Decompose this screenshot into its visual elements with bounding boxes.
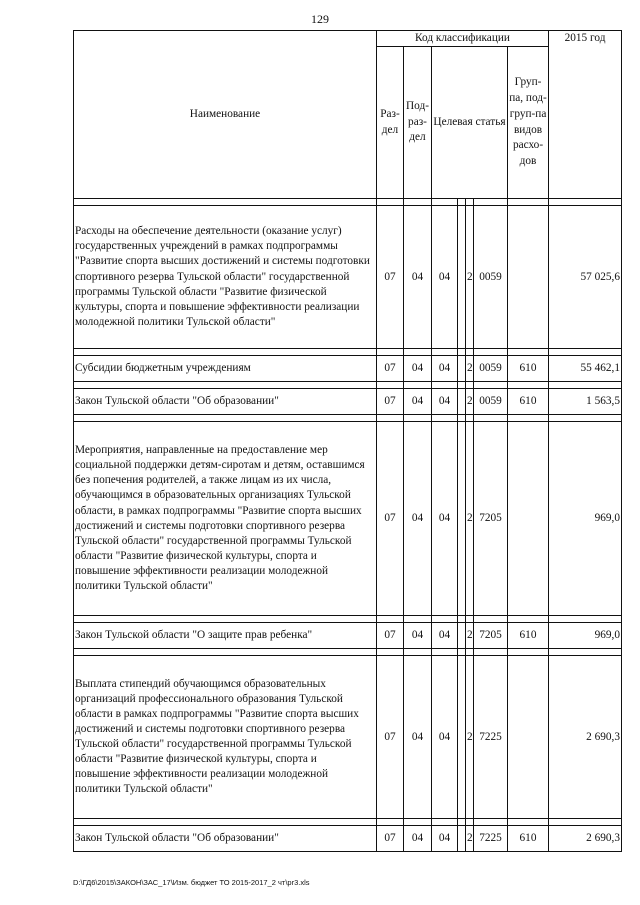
table-row [74, 623, 622, 649]
gap-cell [466, 649, 474, 656]
gap-cell [466, 199, 474, 206]
row-target-part1: 04 [432, 389, 458, 415]
gap-cell [432, 616, 458, 623]
gap-cell [508, 349, 549, 356]
gap-cell [458, 349, 466, 356]
gap-cell [377, 349, 404, 356]
gap-cell [474, 819, 508, 826]
row-amount: 57 025,6 [549, 206, 622, 349]
row-group: 610 [508, 356, 549, 382]
budget-table [73, 30, 622, 852]
row-group [508, 656, 549, 819]
row-group: 610 [508, 623, 549, 649]
gap-cell [474, 649, 508, 656]
gap-cell [74, 349, 377, 356]
table-row [74, 356, 622, 382]
gap-cell [549, 199, 622, 206]
header-target: Целевая статья [432, 47, 508, 199]
row-target-part1: 04 [432, 826, 458, 852]
gap-cell [549, 819, 622, 826]
row-amount: 969,0 [549, 623, 622, 649]
table-body [74, 199, 622, 852]
row-name: Мероприятия, направленные на предоставление мер социальной поддержки детям-сиротам и детям, оставшимся без попечения родителей, а также лицам из их числа, обучающимся в образовательных организациях Тульской области, в рамках подпрограммы "Развитие спорта высших достижений и системы подготовки спортивного резерва Тульской области" государственной программы Тульской области "Развитие физической культуры, спорта и повышение эффективности реализации молодежной политики Тульской области" [74, 422, 377, 616]
row-section: 07 [377, 656, 404, 819]
row-section: 07 [377, 356, 404, 382]
row-name: Закон Тульской области "О защите прав ребенка" [74, 623, 377, 649]
row-target-part3: 2 [466, 623, 474, 649]
row-target-part2 [458, 206, 466, 349]
row-target-part1: 04 [432, 623, 458, 649]
gap-cell [74, 649, 377, 656]
row-target-part2 [458, 389, 466, 415]
header-classification: Код классификации [377, 31, 549, 47]
row-amount: 55 462,1 [549, 356, 622, 382]
row-name: Выплата стипендий обучающимся образовательных организаций профессионального образования Тульской области в рамках подпрограммы "Развитие спорта высших достижений и системы подготовки спортивного резерва Тульской области" государственной программы Тульской области "Развитие физической культуры, спорта и повышение эффективности реализации молодежной политики Тульской области" [74, 656, 377, 819]
gap-cell [474, 415, 508, 422]
row-target-part4: 0059 [474, 389, 508, 415]
gap-cell [404, 415, 432, 422]
gap-cell [377, 415, 404, 422]
gap-cell [474, 616, 508, 623]
table-row [74, 206, 622, 349]
gap-cell [432, 199, 458, 206]
row-target-part2 [458, 623, 466, 649]
table-row [74, 422, 622, 616]
gap-cell [549, 349, 622, 356]
row-amount: 2 690,3 [549, 656, 622, 819]
gap-cell [549, 415, 622, 422]
gap-cell [508, 199, 549, 206]
header-group: Груп-па, под-груп-па видов расхо-дов [508, 47, 549, 199]
gap-cell [377, 616, 404, 623]
row-target-part1: 04 [432, 422, 458, 616]
row-section: 07 [377, 206, 404, 349]
gap-cell [432, 415, 458, 422]
row-name: Закон Тульской области "Об образовании" [74, 826, 377, 852]
row-section: 07 [377, 623, 404, 649]
row-subsection: 04 [404, 656, 432, 819]
row-group: 610 [508, 826, 549, 852]
table-row [74, 389, 622, 415]
row-gap [74, 349, 622, 356]
row-gap [74, 819, 622, 826]
gap-cell [377, 382, 404, 389]
gap-cell [458, 415, 466, 422]
gap-cell [377, 199, 404, 206]
row-amount: 2 690,3 [549, 826, 622, 852]
gap-cell [404, 199, 432, 206]
row-subsection: 04 [404, 389, 432, 415]
row-subsection: 04 [404, 623, 432, 649]
row-target-part3: 2 [466, 389, 474, 415]
gap-cell [458, 616, 466, 623]
header-year: 2015 год [549, 31, 622, 199]
row-target-part4: 7205 [474, 422, 508, 616]
row-target-part1: 04 [432, 356, 458, 382]
table-header [74, 31, 622, 199]
gap-cell [432, 382, 458, 389]
row-name: Субсидии бюджетным учреждениям [74, 356, 377, 382]
row-name: Расходы на обеспечение деятельности (оказание услуг) государственных учреждений в рамках подпрограммы "Развитие спорта высших достижений и системы подготовки спортивного резерва Тульской области" государственной программы Тульской области "Развитие физической культуры, спорта и повышение эффективности реализации молодежной политики Тульской области" [74, 206, 377, 349]
gap-cell [466, 415, 474, 422]
gap-cell [432, 819, 458, 826]
gap-cell [508, 616, 549, 623]
row-gap [74, 199, 622, 206]
gap-cell [549, 616, 622, 623]
row-gap [74, 649, 622, 656]
row-name: Закон Тульской области "Об образовании" [74, 389, 377, 415]
gap-cell [458, 649, 466, 656]
gap-cell [74, 199, 377, 206]
gap-cell [466, 382, 474, 389]
gap-cell [549, 649, 622, 656]
row-target-part3: 2 [466, 356, 474, 382]
page-number: 129 [311, 12, 329, 26]
gap-cell [474, 382, 508, 389]
gap-cell [508, 649, 549, 656]
gap-cell [74, 382, 377, 389]
header-subsection: Под-раз-дел [404, 47, 432, 199]
row-target-part3: 2 [466, 826, 474, 852]
row-target-part1: 04 [432, 656, 458, 819]
gap-cell [432, 649, 458, 656]
gap-cell [508, 819, 549, 826]
row-gap [74, 616, 622, 623]
gap-cell [466, 349, 474, 356]
row-gap [74, 382, 622, 389]
gap-cell [432, 349, 458, 356]
row-target-part2 [458, 422, 466, 616]
row-target-part4: 7225 [474, 656, 508, 819]
row-subsection: 04 [404, 422, 432, 616]
gap-cell [474, 199, 508, 206]
header-name: Наименование [74, 31, 377, 199]
gap-cell [74, 415, 377, 422]
row-gap [74, 415, 622, 422]
row-target-part3: 2 [466, 656, 474, 819]
row-section: 07 [377, 389, 404, 415]
row-target-part4: 7205 [474, 623, 508, 649]
row-section: 07 [377, 826, 404, 852]
row-group: 610 [508, 389, 549, 415]
gap-cell [458, 382, 466, 389]
row-target-part1: 04 [432, 206, 458, 349]
gap-cell [549, 382, 622, 389]
row-section: 07 [377, 422, 404, 616]
gap-cell [404, 616, 432, 623]
header-section: Раз-дел [377, 47, 404, 199]
gap-cell [508, 382, 549, 389]
gap-cell [466, 616, 474, 623]
row-amount: 1 563,5 [549, 389, 622, 415]
row-target-part3: 2 [466, 422, 474, 616]
row-group [508, 422, 549, 616]
gap-cell [74, 819, 377, 826]
row-target-part2 [458, 826, 466, 852]
gap-cell [458, 199, 466, 206]
gap-cell [74, 616, 377, 623]
table-row [74, 826, 622, 852]
gap-cell [466, 819, 474, 826]
row-group [508, 206, 549, 349]
row-amount: 969,0 [549, 422, 622, 616]
row-target-part4: 7225 [474, 826, 508, 852]
gap-cell [404, 382, 432, 389]
row-subsection: 04 [404, 826, 432, 852]
gap-cell [458, 819, 466, 826]
gap-cell [474, 349, 508, 356]
gap-cell [404, 819, 432, 826]
file-path-footer: D:\ГД6\2015\ЗАКОН\ЗАС_17\Изм. бюджет ТО 2015-2017_2 чт\pr3.xls [73, 878, 310, 887]
gap-cell [377, 649, 404, 656]
gap-cell [404, 349, 432, 356]
row-target-part3: 2 [466, 206, 474, 349]
row-subsection: 04 [404, 356, 432, 382]
row-target-part2 [458, 656, 466, 819]
row-target-part4: 0059 [474, 206, 508, 349]
row-target-part4: 0059 [474, 356, 508, 382]
row-target-part2 [458, 356, 466, 382]
row-subsection: 04 [404, 206, 432, 349]
gap-cell [508, 415, 549, 422]
gap-cell [404, 649, 432, 656]
table-row [74, 656, 622, 819]
gap-cell [377, 819, 404, 826]
